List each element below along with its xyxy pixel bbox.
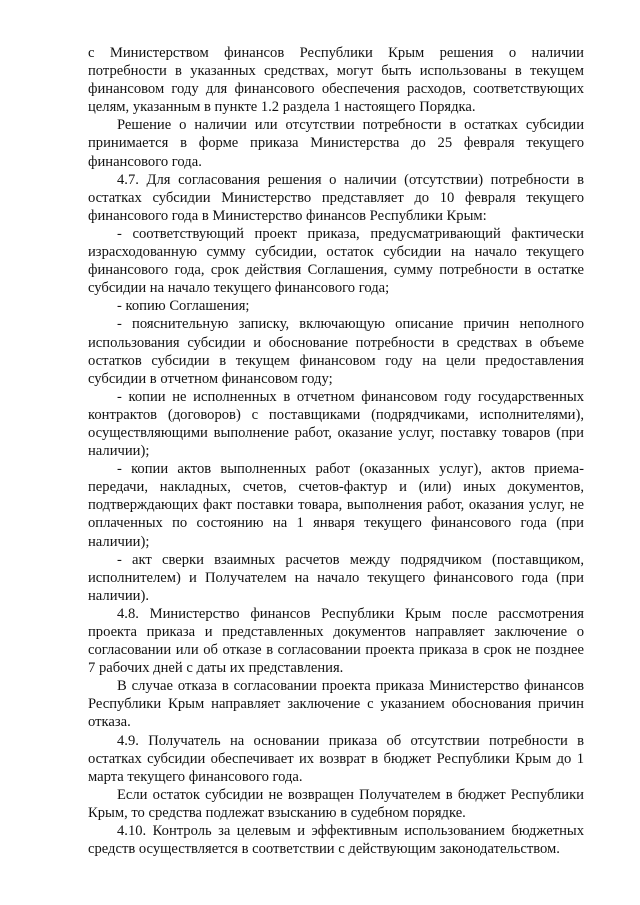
paragraph-continuation: с Министерством финансов Республики Крым решения о наличии потребности в указанных средствах, могут быть использованы в текущем финансовом году для финансового обеспечения расходов, соответствующих целям, указанным в пункте 1.2 раздела 1 настоящего Порядка. [88,45,584,116]
paragraph-decision-form: Решение о наличии или отсутствии потребности в остатках субсидии принимается в форме приказа Министерства до 25 февраля текущего финансового года. [88,117,584,170]
paragraph-recovery: Если остаток субсидии не возвращен Получателем в бюджет Республики Крым, то средства подлежат взысканию в судебном порядке. [88,786,584,821]
clause-4-10: 4.10. Контроль за целевым и эффективным использованием бюджетных средств осуществляется в соответствии с действующим законодательством. [88,823,584,858]
list-item-reconciliation-act: - акт сверки взаимных расчетов между подрядчиком (поставщиком, исполнителем) и Получателем на начало текущего финансового года (при наличии). [88,551,584,604]
clause-4-7: 4.7. Для согласования решения о наличии (отсутствии) потребности в остатках субсидии Министерство представляет до 10 февраля текущего финансового года в Министерство финансов Республики Крым: [88,171,584,224]
list-item-agreement-copy: - копию Соглашения; [117,298,250,315]
list-item-contract-copies: - копии не исполненных в отчетном финансовом году государственных контрактов (договоров) с поставщиками (подрядчиками, исполнителями), осуществляющими выполнение работ, оказание услуг, поставку товаров (при наличии); [88,388,584,460]
clause-4-9: 4.9. Получатель на основании приказа об отсутствии потребности в остатках субсидии обеспечивает их возврат в бюджет Республики Крым до 1 марта текущего финансового года. [88,732,584,785]
list-item-draft-order: - соответствующий проект приказа, предусматривающий фактически израсходованную сумму субсидии, остаток субсидии на начало текущего финансового года, срок действия Соглашения, сумму потребности в остатке субсидии на начало текущего финансового года; [88,225,584,297]
list-item-explanatory-note: - пояснительную записку, включающую описание причин неполного использования субсидии и обоснование потребности в средствах в объеме остатков субсидии в текущем финансовом году на цели предоставления субсидии в отчетном финансовом году; [88,316,584,387]
clause-4-8: 4.8. Министерство финансов Республики Крым после рассмотрения проекта приказа и представленных документов направляет заключение о согласовании или об отказе в согласовании проекта приказа в срок не позднее 7 рабочих дней с даты их представления. [88,605,584,677]
paragraph-refusal: В случае отказа в согласовании проекта приказа Министерство финансов Республики Крым направляет заключение с указанием обоснования причин отказа. [88,678,584,731]
list-item-acts-copies: - копии актов выполненных работ (оказанных услуг), актов приема-передачи, накладных, счетов, счетов-фактур и (или) иных документов, подтверждающих факт поставки товара, выполнения работ, оказания услуг, не оплаченных по состоянию на 1 января текущего финансового года (при наличии); [88,461,584,550]
document-page [88,44,584,858]
